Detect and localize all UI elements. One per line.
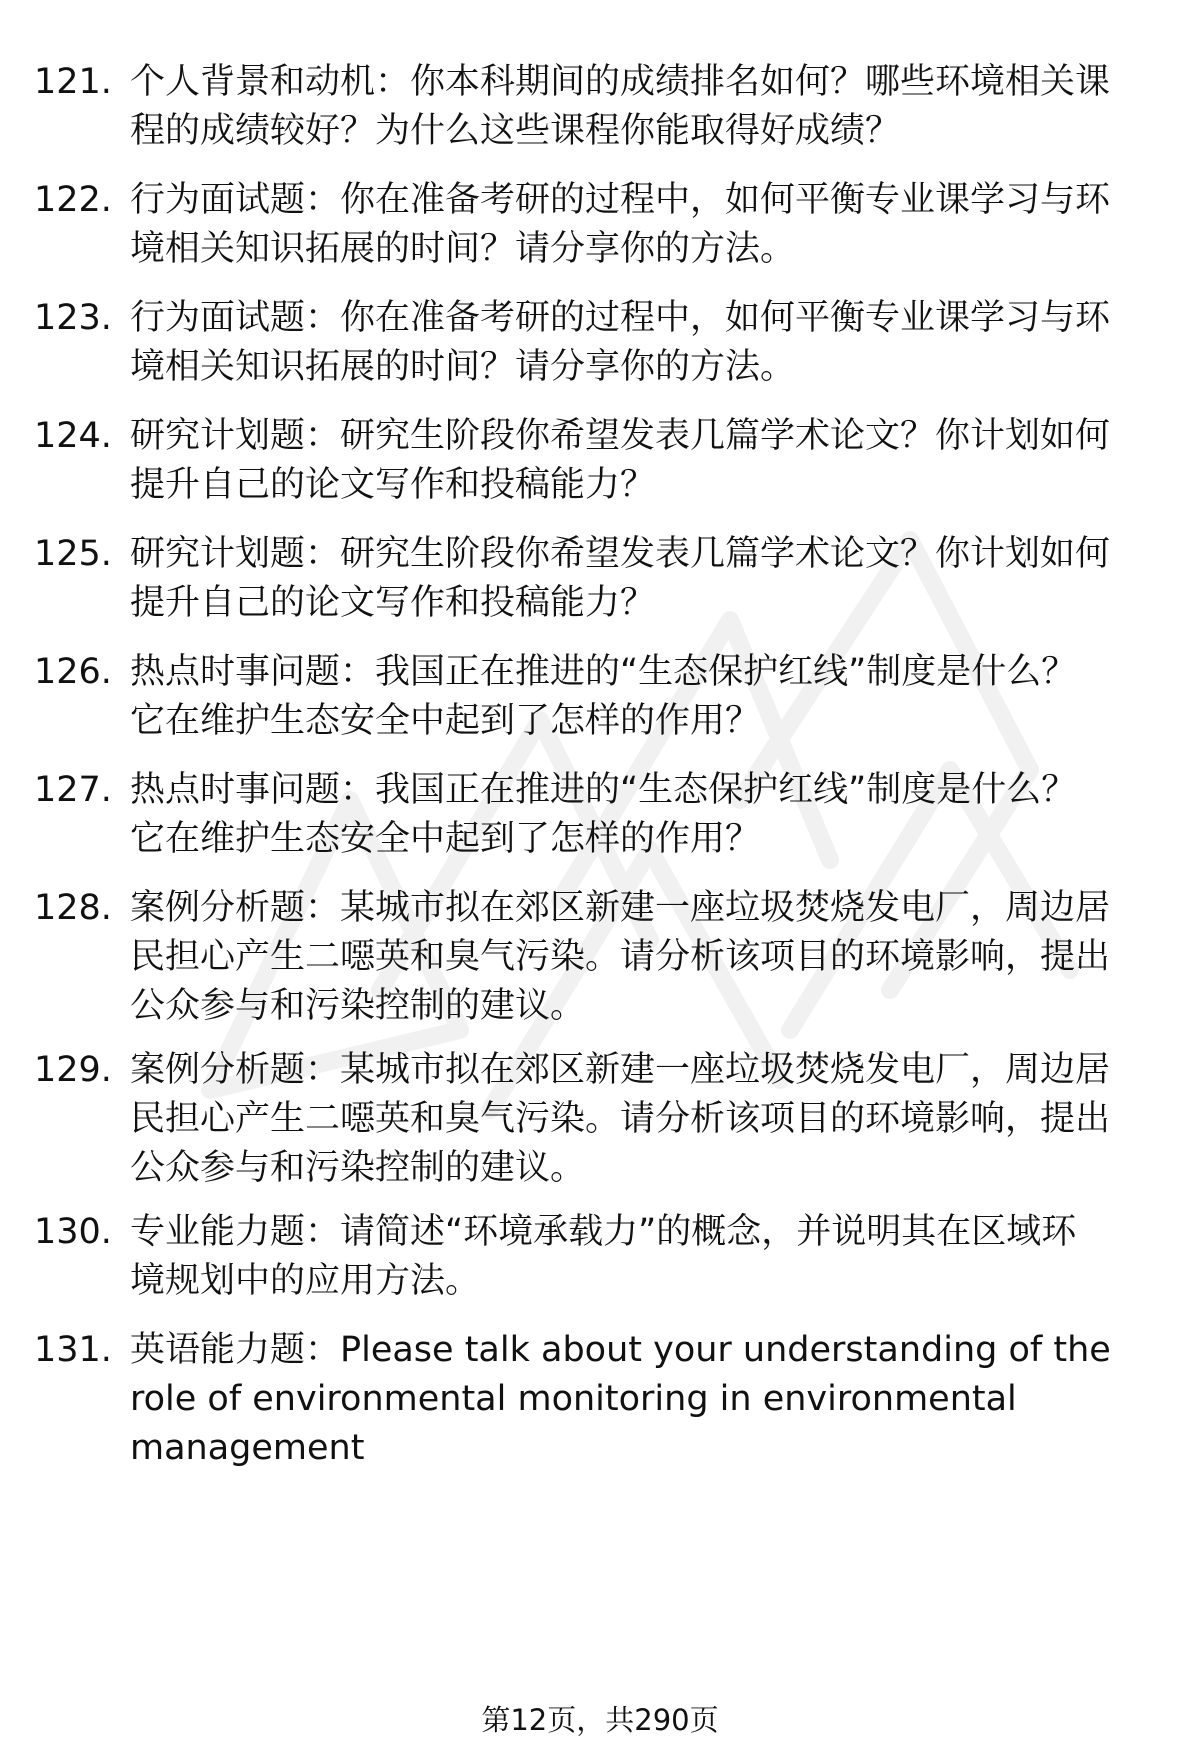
question-text [130,412,1174,510]
question-text-line: 它在维护生态安全中起到了怎样的作用？ [130,819,761,859]
question-text [130,766,1174,864]
question-text-line: 专业能力题：请简述“环境承载力”的概念，并说明其在区域环 [130,1212,1077,1252]
question-text [130,294,1174,392]
question-text-line: management [130,1428,365,1468]
question-text-line: 民担心产生二噁英和臭气污染。请分析该项目的环境影响，提出 [130,1099,1111,1139]
question-text-line: 境相关知识拓展的时间？请分享你的方法。 [130,229,796,269]
question-text-line: 案例分析题：某城市拟在郊区新建一座垃圾焚烧发电厂，周边居 [130,1050,1111,1090]
question-text [130,176,1174,274]
question-text [130,648,1174,746]
question-text [130,1326,1174,1473]
question-text-line: 境相关知识拓展的时间？请分享你的方法。 [130,347,796,387]
question-text-line: 民担心产生二噁英和臭气污染。请分析该项目的环境影响，提出 [130,937,1111,977]
question-number: 127. [34,770,112,810]
question-text-line: 提升自己的论文写作和投稿能力？ [130,465,656,505]
question-number: 123. [34,298,112,338]
question-number: 121. [34,62,112,102]
question-text-line: 热点时事问题：我国正在推进的“生态保护红线”制度是什么？ [130,770,1077,810]
question-number: 128. [34,888,112,928]
question-text-line: role of environmental monitoring in environmental [130,1379,1017,1419]
question-text-line: 案例分析题：某城市拟在郊区新建一座垃圾焚烧发电厂，周边居 [130,888,1111,928]
question-number: 129. [34,1050,112,1090]
question-number: 122. [34,180,112,220]
question-number: 125. [34,534,112,574]
question-text-line: 提升自己的论文写作和投稿能力？ [130,583,656,623]
page-indicator: 第12页，共290页 [481,1703,719,1737]
question-number: 124. [34,416,112,456]
question-text-line: 英语能力题：Please talk about your understanding of the [130,1330,1111,1370]
question-text-line: 热点时事问题：我国正在推进的“生态保护红线”制度是什么？ [130,652,1077,692]
question-text-line: 行为面试题：你在准备考研的过程中，如何平衡专业课学习与环 [130,180,1111,220]
question-text [130,1208,1174,1306]
question-text-line: 公众参与和污染控制的建议。 [130,986,586,1026]
question-text [130,884,1174,1031]
question-text [130,1046,1174,1193]
question-number: 126. [34,652,112,692]
question-text [130,530,1174,628]
question-text [130,58,1174,156]
question-text-line: 行为面试题：你在准备考研的过程中，如何平衡专业课学习与环 [130,298,1111,338]
question-text-line: 公众参与和污染控制的建议。 [130,1148,586,1188]
question-text-line: 它在维护生态安全中起到了怎样的作用？ [130,701,761,741]
question-text-line: 研究计划题：研究生阶段你希望发表几篇学术论文？你计划如何 [130,534,1111,574]
question-number: 131. [34,1330,112,1370]
question-text-line: 境规划中的应用方法。 [130,1261,481,1301]
question-text-line: 程的成绩较好？为什么这些课程你能取得好成绩？ [130,111,901,151]
question-text-line: 个人背景和动机：你本科期间的成绩排名如何？哪些环境相关课 [130,62,1111,102]
question-number: 130. [34,1212,112,1252]
question-text-line: 研究计划题：研究生阶段你希望发表几篇学术论文？你计划如何 [130,416,1111,456]
